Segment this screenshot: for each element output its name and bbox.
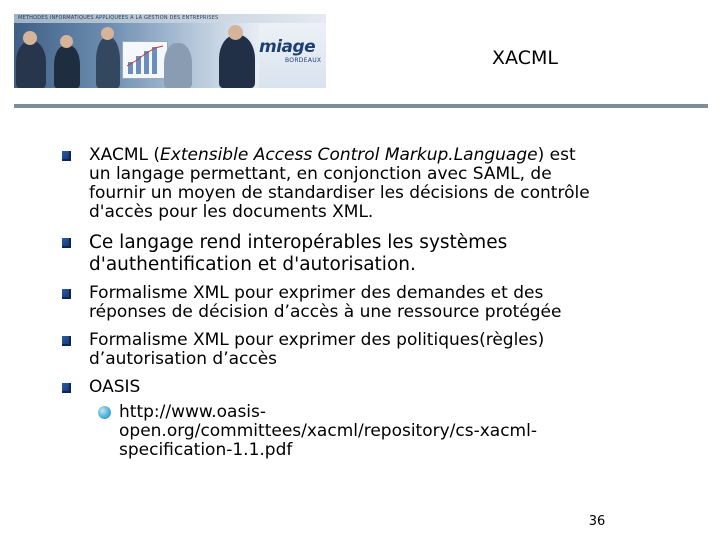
- logo-subtitle: BORDEAUX: [285, 57, 322, 64]
- square-bullet-icon: [62, 238, 71, 248]
- bullet-text: [89, 146, 689, 222]
- square-bullet-icon: [62, 383, 71, 393]
- bullet-text-emphasis: Extensible Access Control Markup.Language: [160, 145, 538, 165]
- square-bullet-icon: [62, 336, 71, 346]
- oasis-spec-link[interactable]: http://www.oasis- open.org/committees/xacml/repository/cs-xacml- specification-1.1.pdf: [119, 402, 537, 460]
- bullet-text-part: XACML (: [89, 145, 161, 165]
- bullet-text: OASIS: [89, 377, 141, 397]
- bullet-item: [0, 331, 720, 373]
- logo-wordmark: miage: [259, 37, 316, 57]
- sub-bullet-item: [0, 403, 720, 467]
- bullet-text: Ce langage rend interopérables les systèmes d'authentification et d'autorisation.: [89, 232, 508, 275]
- bullet-item: [0, 284, 720, 326]
- square-bullet-icon: [62, 151, 71, 161]
- round-bullet-icon: [98, 406, 111, 419]
- page-number: 36: [588, 514, 606, 529]
- bullet-text: Formalisme XML pour exprimer des politiques(règles) d’autorisation d’accès: [89, 330, 545, 369]
- bullet-item: [0, 146, 720, 226]
- bullet-item: [0, 378, 720, 400]
- bullet-text-rest: ) est un langage permettant, en conjonction avec SAML, de fournir un moyen de standardiser les décisions de contrôle d'accès pour les documents XML.: [89, 145, 590, 222]
- banner-caption: METHODES INFORMATIQUES APPLIQUEES A LA GESTION DES ENTREPRISES: [18, 15, 219, 21]
- square-bullet-icon: [62, 289, 71, 299]
- slide-title: XACML: [492, 47, 558, 69]
- bullet-item: [0, 232, 720, 278]
- bullet-text: Formalisme XML pour exprimer des demandes et des réponses de décision d’accès à une ressource protégée: [89, 283, 562, 322]
